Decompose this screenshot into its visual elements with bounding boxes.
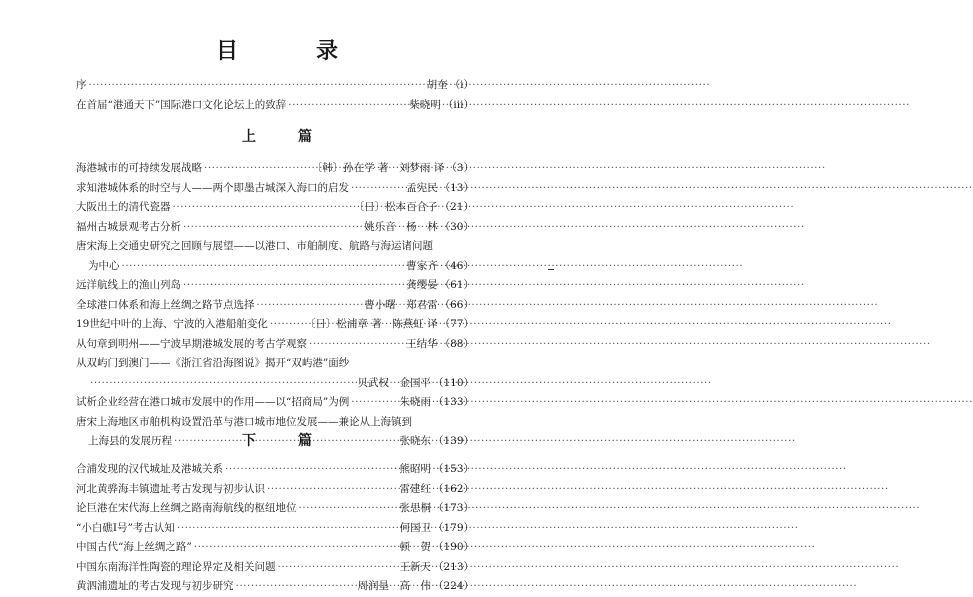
- entry-title: 序: [76, 79, 87, 91]
- toc-entry[interactable]: [76, 198, 474, 218]
- entry-page-number: （88）: [439, 337, 474, 350]
- upper-section-list: [76, 159, 474, 452]
- entry-author: 孟宪民: [406, 181, 438, 194]
- toc-entry[interactable]: [76, 76, 474, 96]
- dot-leader: [173, 198, 352, 218]
- entry-page-number: （224）: [432, 580, 474, 592]
- dot-leader: [225, 460, 397, 480]
- dot-leader: [351, 179, 404, 199]
- dot-leader: [299, 499, 398, 519]
- entry-page-number: （153）: [432, 463, 474, 475]
- dot-leader: [89, 76, 425, 96]
- entry-author: 曹小曙 郑君雷: [364, 298, 438, 311]
- toc-entry[interactable]: [76, 218, 474, 238]
- entry-author: 周润垦 高 伟: [357, 580, 431, 592]
- entry-author: 龚缨晏: [406, 279, 438, 291]
- entry-title: 中国东南海洋性陶瓷的理论界定及相关问题: [76, 560, 276, 573]
- entry-page-number: （173）: [432, 502, 474, 514]
- toc-entry[interactable]: [76, 460, 474, 480]
- entry-title: 河北黄骅海丰镇遗址考古发现与初步认识: [76, 482, 265, 495]
- entry-title: 海港城市的可持续发展战略: [76, 162, 202, 174]
- dot-leader: [267, 480, 397, 500]
- entry-title: 在首届“港通天下”国际港口文化论坛上的致辞: [76, 98, 287, 111]
- entry-title: 黄泗浦遗址的考古发现与初步研究: [76, 580, 234, 592]
- entry-title: 为中心: [88, 259, 120, 272]
- dot-leader: [309, 335, 404, 355]
- toc-entry[interactable]: [76, 393, 474, 413]
- toc-entry[interactable]: [76, 354, 474, 374]
- entry-title: 远洋航线上的渔山列岛: [76, 279, 181, 291]
- entry-page-number: （213）: [432, 560, 474, 573]
- entry-author: 王结华: [406, 337, 438, 350]
- section-heading-lower: 下 篇: [242, 433, 326, 449]
- entry-title: 从句章到明州——宁波早期港城发展的考古学观察: [76, 337, 307, 350]
- entry-author: 熊昭明: [399, 463, 431, 475]
- entry-title: 上海县的发展历程: [88, 435, 172, 447]
- toc-entry[interactable]: [76, 335, 474, 355]
- dot-leader: [183, 218, 362, 238]
- entry-title: 试析企业经营在港口城市发展中的作用——以“招商局”为例: [76, 396, 350, 408]
- entry-title: 大阪出土的清代瓷器: [76, 201, 171, 213]
- entry-title: 合浦发现的汉代城址及港城关系: [76, 463, 223, 475]
- entry-page-number: （21）: [439, 201, 474, 213]
- entry-page-number: （77）: [439, 318, 474, 330]
- entry-author: 雷建红: [399, 482, 431, 495]
- toc-entry[interactable]: [76, 179, 474, 199]
- entry-title: 从双屿门到澳门——《浙江省沿海图说》揭开“双屿港”面纱: [76, 357, 350, 369]
- entry-page-number: （190）: [432, 541, 474, 553]
- entry-page-number: （179）: [432, 521, 474, 534]
- dot-leader: [90, 374, 355, 394]
- entry-page-number: （iii）: [442, 98, 474, 111]
- entry-author: 〔日〕松浦章 著 陈燕虹 译: [304, 318, 438, 330]
- entry-page-number: （30）: [439, 220, 474, 233]
- entry-page-number: （61）: [439, 279, 474, 291]
- entry-author: 〔日〕松本百合子: [353, 201, 438, 213]
- entry-title: 论巨港在宋代海上丝绸之路南海航线的枢纽地位: [76, 502, 297, 514]
- toc-entry[interactable]: [76, 374, 474, 394]
- entry-title: 全球港口体系和海上丝绸之路节点选择: [76, 298, 255, 311]
- entry-page-number: （66）: [439, 298, 474, 311]
- dot-leader: [351, 393, 397, 413]
- front-matter-list: [76, 76, 474, 115]
- entry-author: 〔韩〕孙在学 著 刘梦雨 译: [311, 162, 445, 174]
- entry-page-number: （139）: [432, 435, 474, 447]
- toc-entry[interactable]: [76, 159, 474, 179]
- entry-title: 求知港城体系的时空与人——两个即墨古城深入海口的启发: [76, 181, 349, 194]
- entry-page-number: （133）: [432, 396, 474, 408]
- toc-entry[interactable]: [76, 538, 474, 558]
- dot-leader: [236, 577, 356, 597]
- toc-entry[interactable]: [76, 276, 474, 296]
- entry-author: 胡奎: [426, 79, 448, 91]
- toc-entry[interactable]: [76, 315, 474, 335]
- entry-title: 中国古代“海上丝绸之路”: [76, 541, 192, 553]
- dot-leader: [194, 538, 398, 558]
- entry-author: 柴晓明: [409, 98, 441, 111]
- entry-page-number: （3）: [446, 162, 474, 174]
- entry-author: 张思桐: [399, 502, 431, 514]
- entry-title: “小白礁Ⅰ号”考古认知: [76, 521, 175, 534]
- margin-mark: [548, 269, 554, 270]
- dot-leader: [288, 96, 407, 116]
- entry-page-number: （162）: [432, 482, 474, 495]
- lower-section-list: [76, 460, 474, 597]
- entry-author: 朱晓雨: [399, 396, 431, 408]
- dot-leader: [257, 296, 363, 316]
- dot-leader: [204, 159, 310, 179]
- toc-entry[interactable]: [76, 96, 474, 116]
- entry-title: 19世纪中叶的上海、宁波的入港船舶变化: [76, 318, 268, 330]
- entry-author: 何国卫: [399, 521, 431, 534]
- toc-entry[interactable]: [76, 499, 474, 519]
- dot-leader: [183, 276, 404, 296]
- entry-author: 顿 贺: [399, 541, 431, 553]
- dot-leader: [122, 257, 405, 277]
- entry-author: 姚乐音 杨 林: [364, 220, 438, 233]
- entry-page-number: （13）: [439, 181, 474, 194]
- entry-page-number: （i）: [449, 79, 474, 91]
- entry-page-number: （46）: [439, 259, 474, 272]
- dot-leader: [177, 519, 398, 539]
- toc-entry[interactable]: [76, 558, 474, 578]
- toc-entry[interactable]: [76, 480, 474, 500]
- page-title: 目 录: [215, 38, 366, 64]
- entry-author: 张晓东: [399, 435, 431, 447]
- entry-author: 贝武权 金国平: [357, 376, 431, 389]
- entry-author: 王新天: [399, 560, 431, 573]
- toc-entry[interactable]: [76, 577, 474, 597]
- dot-leader: [278, 558, 398, 578]
- entry-page-number: （110）: [432, 376, 474, 389]
- entry-title: 唐宋上海地区市舶机构设置沿革与港口城市地位发展——兼论从上海镇到: [76, 415, 412, 428]
- toc-entry[interactable]: [76, 237, 474, 257]
- section-heading-upper: 上 篇: [242, 129, 326, 145]
- toc-entry[interactable]: [76, 519, 474, 539]
- entry-author: 曹家齐: [406, 259, 438, 272]
- dot-leader: [270, 315, 303, 335]
- toc-entry[interactable]: [76, 257, 474, 277]
- toc-entry[interactable]: [76, 296, 474, 316]
- entry-title: 福州古城景观考古分析: [76, 220, 181, 233]
- entry-title: 唐宋海上交通史研究之回顾与展望——以港口、市舶制度、航路与海运诸问题: [76, 240, 433, 252]
